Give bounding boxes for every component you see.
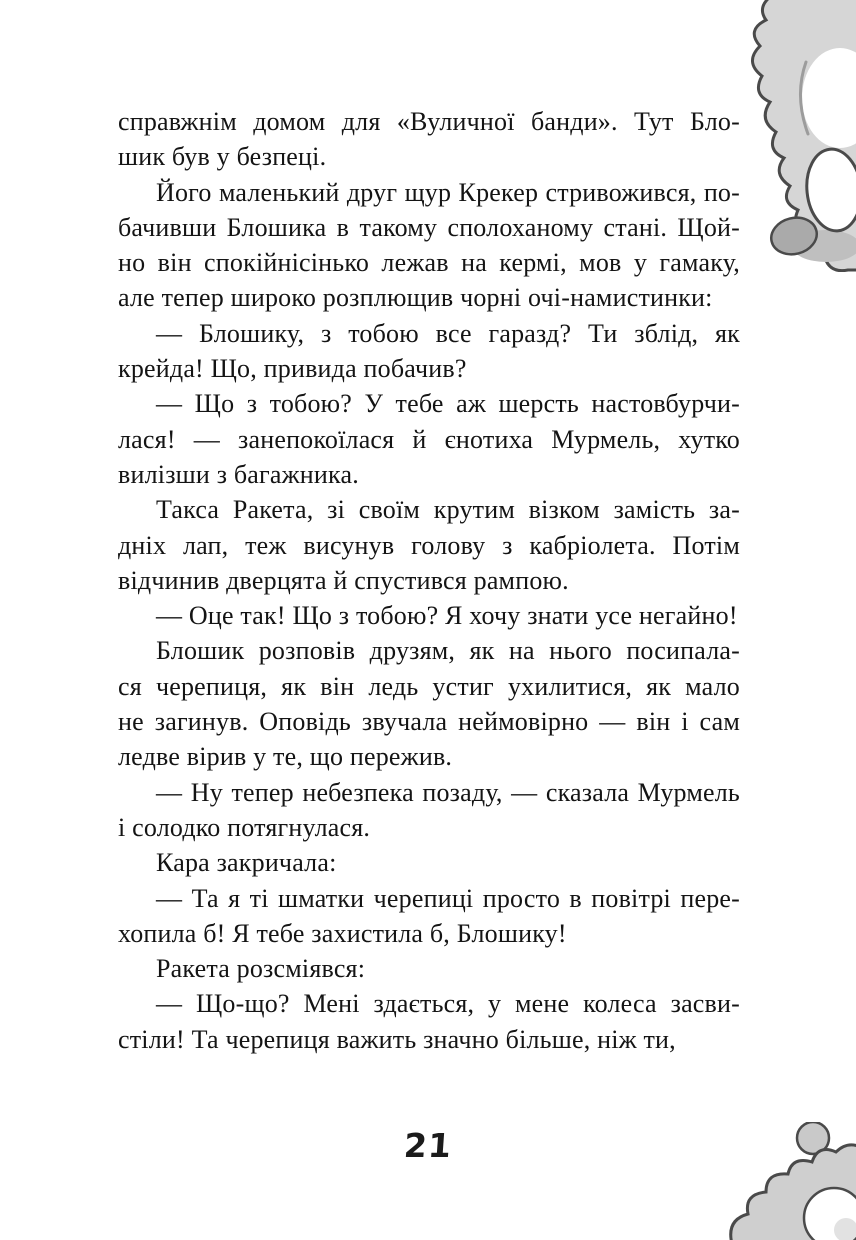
text-line: вилізши з багажника. bbox=[118, 459, 359, 489]
text-line: дніх лап, теж висунув голову з кабріолета. Потім bbox=[118, 530, 740, 560]
text-line: хопила б! Я тебе захистила б, Блошику! bbox=[118, 918, 567, 948]
paragraph bbox=[118, 104, 740, 175]
text-line: Кара закричала: bbox=[156, 848, 337, 878]
paragraph bbox=[118, 845, 740, 880]
text-line: не загинув. Оповідь звучала неймовірно — він і сам bbox=[118, 707, 740, 737]
text-line: крейда! Що, привида побачив? bbox=[118, 354, 467, 384]
page-number: 21 bbox=[402, 1126, 454, 1165]
text-line: Такса Ракета, зі своїм крутим візком замість за- bbox=[156, 495, 740, 525]
paragraph bbox=[118, 633, 740, 774]
text-line: Його маленький друг щур Крекер стривожився, по- bbox=[156, 177, 740, 207]
text-line: відчинив дверцята й спустився рампою. bbox=[118, 565, 569, 595]
text-line: стіли! Та черепиця важить значно більше, ніж ти, bbox=[118, 1024, 676, 1054]
text-line: бачивши Блошика в такому сполоханому стані. Щой- bbox=[118, 212, 740, 242]
text-line: але тепер широко розплющив чорні очі-намистинки: bbox=[118, 283, 713, 313]
text-line: лася! — занепокоїлася й єнотиха Мурмель, хутко bbox=[118, 424, 740, 454]
paragraph bbox=[118, 175, 740, 316]
text-line: Ракета розсміявся: bbox=[156, 954, 366, 984]
paragraph bbox=[118, 598, 740, 633]
paragraph bbox=[118, 386, 740, 492]
paragraph bbox=[118, 881, 740, 952]
text-line: шик був у безпеці. bbox=[118, 142, 327, 172]
text-line: — Блошику, з тобою все гаразд? Ти зблід, як bbox=[156, 318, 740, 348]
paragraph bbox=[118, 951, 740, 986]
text-block bbox=[118, 104, 740, 1057]
text-line: — Та я ті шматки черепиці просто в повітрі пере- bbox=[156, 883, 740, 913]
text-line: но він спокійнісінько лежав на кермі, мов у гамаку, bbox=[118, 248, 740, 278]
text-line: справжнім домом для «Вуличної банди». Тут Бло- bbox=[118, 107, 740, 136]
paragraph bbox=[118, 986, 740, 1057]
text-line: — Оце так! Що з тобою? Я хочу знати усе негайно! bbox=[156, 601, 738, 631]
paragraph bbox=[118, 316, 740, 387]
text-line: ся черепиця, як він ледь устиг ухилитися, як мало bbox=[118, 671, 740, 701]
text-line: Блошик розповів друзям, як на нього посипала- bbox=[156, 636, 740, 666]
text-line: і солодко потягнулася. bbox=[118, 812, 371, 842]
text-line: — Що з тобою? У тебе аж шерсть настовбурчи- bbox=[156, 389, 740, 419]
paragraph bbox=[118, 492, 740, 598]
text-line: ледве вірив у те, що пережив. bbox=[118, 742, 453, 772]
text-line: — Що-що? Мені здається, у мене колеса засви- bbox=[156, 989, 740, 1019]
smoke-cloud-illustration-top-right bbox=[744, 0, 856, 272]
paragraph bbox=[118, 775, 740, 846]
text-line: — Ну тепер небезпека позаду, — сказала Мурмель bbox=[156, 777, 740, 807]
